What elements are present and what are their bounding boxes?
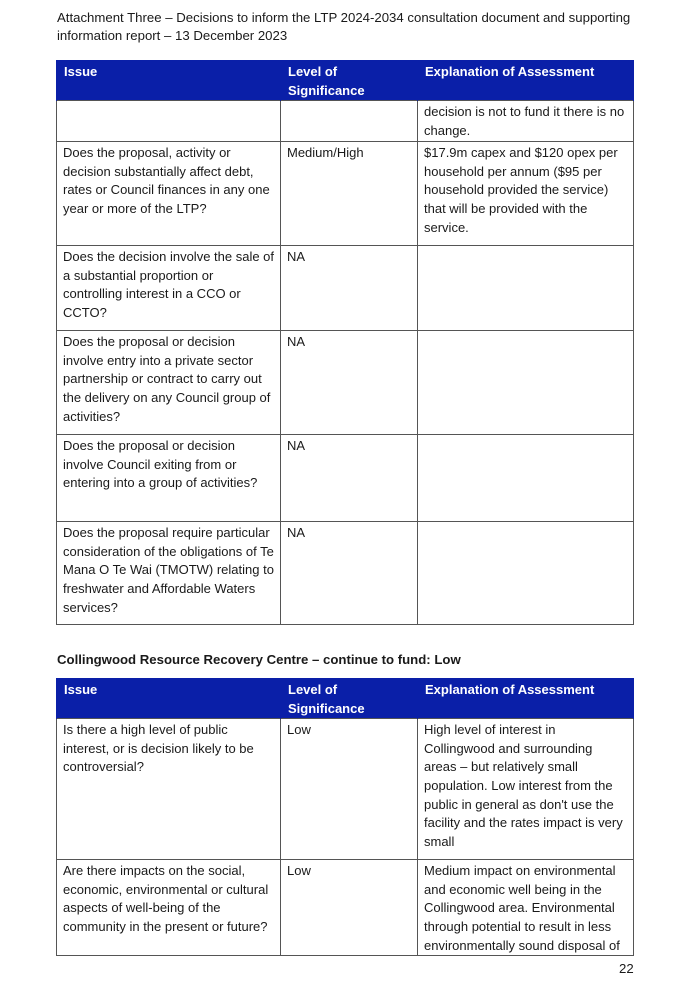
- table-row: [57, 331, 634, 435]
- explanation-cell: [418, 522, 634, 625]
- significance-table-2: [56, 678, 634, 956]
- issue-cell: Does the proposal or decision involve entry into a private sector partnership or contract to carry out the delivery on any Council group of activities?: [57, 331, 281, 435]
- column-header-explanation: Explanation of Assessment: [418, 678, 634, 719]
- explanation-cell: [418, 331, 634, 435]
- table-row: [57, 719, 634, 860]
- explanation-cell: [418, 435, 634, 522]
- level-cell: NA: [281, 522, 418, 625]
- issue-cell: Is there a high level of public interest, or is decision likely to be controversial?: [57, 719, 281, 860]
- section-title: Collingwood Resource Recovery Centre – continue to fund: Low: [57, 652, 461, 667]
- table-row: [57, 522, 634, 625]
- table-header-row: [57, 678, 634, 719]
- explanation-cell: decision is not to fund it there is no change.: [418, 101, 634, 142]
- explanation-cell: [418, 246, 634, 331]
- table-row: [57, 860, 634, 956]
- page-number: 22: [619, 961, 634, 976]
- issue-cell: Does the proposal, activity or decision substantially affect debt, rates or Council finances in any one year or more of the LTP?: [57, 142, 281, 246]
- issue-cell: Does the decision involve the sale of a substantial proportion or controlling interest in a CCO or CCTO?: [57, 246, 281, 331]
- table-row: [57, 435, 634, 522]
- explanation-cell: Medium impact on environmental and economic well being in the Collingwood area. Environmental through potential to result in less environmentally sound disposal of: [418, 860, 634, 956]
- column-header-explanation: Explanation of Assessment: [418, 60, 634, 101]
- document-header: [57, 9, 637, 44]
- column-header-issue: Issue: [57, 60, 281, 101]
- level-cell: Medium/High: [281, 142, 418, 246]
- header-line-1: Attachment Three – Decisions to inform the LTP 2024-2034 consultation document and supporting: [57, 10, 631, 25]
- level-cell: [281, 101, 418, 142]
- level-cell: NA: [281, 331, 418, 435]
- issue-cell: Does the proposal or decision involve Council exiting from or entering into a group of activities?: [57, 435, 281, 522]
- level-cell: NA: [281, 246, 418, 331]
- level-cell: Low: [281, 860, 418, 956]
- explanation-cell: High level of interest in Collingwood and surrounding areas – but relatively small population. Low interest from the public in general as don't use the facility and the rates impact is very small: [418, 719, 634, 860]
- table-row: [57, 142, 634, 246]
- header-line-2: information report – 13 December 2023: [57, 27, 288, 43]
- table-row: [57, 101, 634, 142]
- table-header-row: [57, 60, 634, 101]
- issue-cell: [57, 101, 281, 142]
- column-header-level: Level of Significance: [281, 678, 418, 719]
- issue-cell: Are there impacts on the social, economic, environmental or cultural aspects of well-being of the community in the present or future?: [57, 860, 281, 956]
- level-cell: NA: [281, 435, 418, 522]
- level-cell: Low: [281, 719, 418, 860]
- explanation-cell: $17.9m capex and $120 opex per household per annum ($95 per household provided the service) that will be provided with the service.: [418, 142, 634, 246]
- issue-cell: Does the proposal require particular consideration of the obligations of Te Mana O Te Wai (TMOTW) relating to freshwater and Affordable Waters services?: [57, 522, 281, 625]
- significance-table-1: [56, 60, 634, 625]
- column-header-issue: Issue: [57, 678, 281, 719]
- table-row: [57, 246, 634, 331]
- column-header-level: Level of Significance: [281, 60, 418, 101]
